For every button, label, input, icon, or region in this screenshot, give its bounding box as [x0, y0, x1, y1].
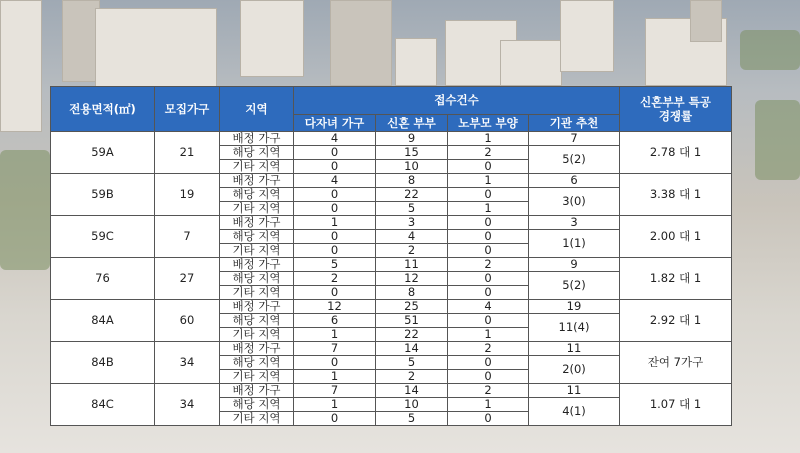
region-cell: 배정 가구	[220, 342, 294, 356]
region-cell: 기타 지역	[220, 328, 294, 342]
multichild-cell: 0	[294, 146, 376, 160]
region-cell: 해당 지역	[220, 314, 294, 328]
newlywed-cell: 14	[376, 384, 448, 398]
newlywed-cell: 14	[376, 342, 448, 356]
elderly-parents-cell: 1	[448, 132, 529, 146]
elderly-parents-cell: 4	[448, 300, 529, 314]
table-row	[51, 174, 732, 188]
institution-cell: 1(1)	[529, 230, 620, 258]
elderly-parents-cell: 1	[448, 202, 529, 216]
households-cell: 34	[155, 384, 220, 426]
newlywed-cell: 15	[376, 146, 448, 160]
households-cell: 60	[155, 300, 220, 342]
multichild-cell: 0	[294, 412, 376, 426]
rate-cell: 2.92 대 1	[620, 300, 732, 342]
area-cell: 84C	[51, 384, 155, 426]
households-cell: 19	[155, 174, 220, 216]
elderly-parents-cell: 0	[448, 160, 529, 174]
elderly-parents-cell: 1	[448, 174, 529, 188]
multichild-cell: 7	[294, 384, 376, 398]
region-cell: 배정 가구	[220, 258, 294, 272]
institution-cell: 5(2)	[529, 146, 620, 174]
institution-cell: 3(0)	[529, 188, 620, 216]
region-cell: 기타 지역	[220, 244, 294, 258]
header-institution: 기관 추천	[529, 115, 620, 132]
elderly-parents-cell: 0	[448, 244, 529, 258]
area-cell: 76	[51, 258, 155, 300]
header-applications: 접수건수	[294, 87, 620, 115]
application-results-table	[50, 86, 732, 426]
table-row	[51, 216, 732, 230]
rate-cell: 2.00 대 1	[620, 216, 732, 258]
region-cell: 배정 가구	[220, 174, 294, 188]
elderly-parents-cell: 1	[448, 398, 529, 412]
elderly-parents-cell: 0	[448, 216, 529, 230]
newlywed-cell: 5	[376, 356, 448, 370]
newlywed-cell: 25	[376, 300, 448, 314]
institution-cell: 3	[529, 216, 620, 230]
multichild-cell: 6	[294, 314, 376, 328]
newlywed-cell: 10	[376, 160, 448, 174]
newlywed-cell: 11	[376, 258, 448, 272]
newlywed-cell: 4	[376, 230, 448, 244]
header-area: 전용면적(㎡)	[51, 87, 155, 132]
header-elderly-parents: 노부모 부양	[448, 115, 529, 132]
region-cell: 기타 지역	[220, 160, 294, 174]
newlywed-cell: 9	[376, 132, 448, 146]
elderly-parents-cell: 1	[448, 328, 529, 342]
area-cell: 84B	[51, 342, 155, 384]
multichild-cell: 0	[294, 202, 376, 216]
elderly-parents-cell: 0	[448, 370, 529, 384]
multichild-cell: 0	[294, 244, 376, 258]
elderly-parents-cell: 0	[448, 272, 529, 286]
area-cell: 59A	[51, 132, 155, 174]
multichild-cell: 7	[294, 342, 376, 356]
region-cell: 해당 지역	[220, 146, 294, 160]
region-cell: 해당 지역	[220, 230, 294, 244]
households-cell: 27	[155, 258, 220, 300]
region-cell: 해당 지역	[220, 398, 294, 412]
region-cell: 배정 가구	[220, 132, 294, 146]
header-households: 모집가구	[155, 87, 220, 132]
region-cell: 해당 지역	[220, 272, 294, 286]
elderly-parents-cell: 0	[448, 356, 529, 370]
institution-cell: 7	[529, 132, 620, 146]
elderly-parents-cell: 2	[448, 342, 529, 356]
elderly-parents-cell: 2	[448, 146, 529, 160]
region-cell: 배정 가구	[220, 300, 294, 314]
table-row	[51, 384, 732, 398]
multichild-cell: 1	[294, 370, 376, 384]
elderly-parents-cell: 0	[448, 188, 529, 202]
rate-cell: 1.07 대 1	[620, 384, 732, 426]
newlywed-cell: 10	[376, 398, 448, 412]
multichild-cell: 2	[294, 272, 376, 286]
newlywed-cell: 12	[376, 272, 448, 286]
header-region: 지역	[220, 87, 294, 132]
institution-cell: 11(4)	[529, 314, 620, 342]
newlywed-cell: 2	[376, 244, 448, 258]
rate-cell: 잔여 7가구	[620, 342, 732, 384]
header-rate: 신혼부부 특공 경쟁률	[620, 87, 732, 132]
newlywed-cell: 2	[376, 370, 448, 384]
rate-cell: 3.38 대 1	[620, 174, 732, 216]
elderly-parents-cell: 2	[448, 384, 529, 398]
multichild-cell: 5	[294, 258, 376, 272]
households-cell: 7	[155, 216, 220, 258]
area-cell: 59C	[51, 216, 155, 258]
institution-cell: 9	[529, 258, 620, 272]
institution-cell: 11	[529, 342, 620, 356]
region-cell: 배정 가구	[220, 384, 294, 398]
newlywed-cell: 5	[376, 202, 448, 216]
elderly-parents-cell: 2	[448, 258, 529, 272]
multichild-cell: 4	[294, 132, 376, 146]
newlywed-cell: 5	[376, 412, 448, 426]
area-cell: 84A	[51, 300, 155, 342]
region-cell: 배정 가구	[220, 216, 294, 230]
rate-cell: 1.82 대 1	[620, 258, 732, 300]
header-multichild: 다자녀 가구	[294, 115, 376, 132]
region-cell: 기타 지역	[220, 286, 294, 300]
region-cell: 기타 지역	[220, 202, 294, 216]
table-row	[51, 258, 732, 272]
multichild-cell: 0	[294, 160, 376, 174]
multichild-cell: 12	[294, 300, 376, 314]
institution-cell: 19	[529, 300, 620, 314]
area-cell: 59B	[51, 174, 155, 216]
multichild-cell: 1	[294, 216, 376, 230]
table-row	[51, 132, 732, 146]
elderly-parents-cell: 0	[448, 314, 529, 328]
table-row	[51, 300, 732, 314]
households-cell: 21	[155, 132, 220, 174]
region-cell: 기타 지역	[220, 370, 294, 384]
newlywed-cell: 51	[376, 314, 448, 328]
newlywed-cell: 22	[376, 188, 448, 202]
institution-cell: 5(2)	[529, 272, 620, 300]
multichild-cell: 1	[294, 328, 376, 342]
elderly-parents-cell: 0	[448, 230, 529, 244]
newlywed-cell: 8	[376, 174, 448, 188]
region-cell: 해당 지역	[220, 356, 294, 370]
multichild-cell: 0	[294, 356, 376, 370]
multichild-cell: 0	[294, 230, 376, 244]
multichild-cell: 1	[294, 398, 376, 412]
newlywed-cell: 22	[376, 328, 448, 342]
elderly-parents-cell: 0	[448, 412, 529, 426]
elderly-parents-cell: 0	[448, 286, 529, 300]
institution-cell: 11	[529, 384, 620, 398]
multichild-cell: 0	[294, 286, 376, 300]
header-newlywed: 신혼 부부	[376, 115, 448, 132]
newlywed-cell: 8	[376, 286, 448, 300]
institution-cell: 2(0)	[529, 356, 620, 384]
table-row	[51, 342, 732, 356]
region-cell: 기타 지역	[220, 412, 294, 426]
rate-cell: 2.78 대 1	[620, 132, 732, 174]
institution-cell: 4(1)	[529, 398, 620, 426]
newlywed-cell: 3	[376, 216, 448, 230]
institution-cell: 6	[529, 174, 620, 188]
multichild-cell: 0	[294, 188, 376, 202]
region-cell: 해당 지역	[220, 188, 294, 202]
households-cell: 34	[155, 342, 220, 384]
multichild-cell: 4	[294, 174, 376, 188]
